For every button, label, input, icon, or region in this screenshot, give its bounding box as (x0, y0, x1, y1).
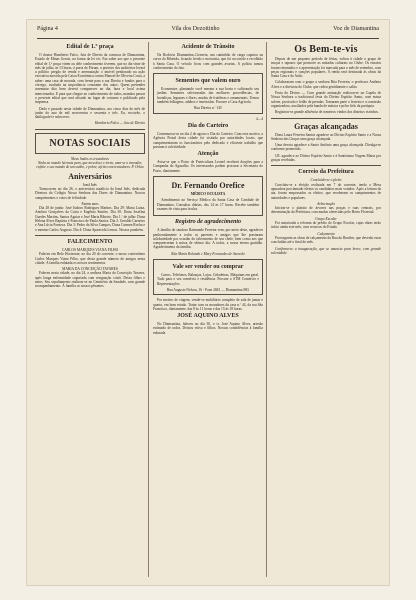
sale-ad (153, 259, 263, 295)
bemtevis-body: Depois de um pequeno período de férias, voltou à cidade o grupo de moças e rapazes que promove as noitadas culturais no Clube. Os ensaios foram retomados e a apresentação foi marcada para o mês de setembro, com peças regionais e canções populares. A renda será destinada às obras da Santa Casa e do Asilo. (271, 57, 381, 79)
header-center: Vila dos Dezoitinho (171, 26, 220, 32)
edital-title: Edital de 1.º praça (66, 44, 114, 50)
accident-body: Na Rodovia Diamantina–Gouveia, um caminhão de carga capotou na curva do Ribeirão, ficando ferido o motorista, que foi socorrido e recolhido à Santa Casa. O veículo ficou com grandes avarias. A polícia tomou conhecimento do fato. (153, 53, 263, 70)
fazem-anos-title: Fazem anos (81, 201, 99, 206)
doctor-body: Atendimento no Serviço Médico da Santa Casa de Caridade de Diamantina, Consultas diárias, das 14 às 17 horas. Recebe também exames de vista para óculos. (157, 198, 259, 211)
obituary-title: FALECIMENTO (67, 238, 113, 245)
trees-body: Iniciou-se o plantio de árvores nas praças e ruas centrais, por determinação da Prefeitura, com mudas oferecidas pelo Horto Florestal. (271, 206, 381, 215)
trees-subtitle: Arborização (317, 201, 335, 206)
festa-body-2: Registrou-se grande afluência de romeiros vindos dos distritos vizinhos. (275, 110, 379, 115)
divider (35, 129, 145, 130)
notice-body: Por motivo de viagem, vende-se mobiliário completo de sala de jantar e quarto, em bom estado. Tratar com os moradores da casa n.º 44, da rua São Francisco, diariamente, das 8 às 11 horas e das 15 às 18 horas. (153, 298, 263, 311)
poem: Nada no mundo há mais puro, que meu doce e terno, ama-se o travador, enfeite o seu mundo de um sonho, e pobre, afeito com travadores. P. Orlao (36, 161, 144, 170)
school-subtitle: Grupo Escolar (315, 216, 337, 221)
obituary-title-2: JOSÉ AQUINO ALVES (177, 313, 239, 320)
column-divider (148, 42, 149, 577)
thanks-signature: Rita Maria Rolando e Mary Fernandes de Azevedo (171, 251, 245, 256)
birthday-body: Transcorreu no dia 26, o aniversário natalício da Irmã Inês, dedicada Diretora do Colégio Nossa Senhora das Dores de Diamantina. Nossos cumprimentos e votos de felicidade. (35, 186, 145, 200)
divider (271, 118, 381, 119)
festa-body: Festa do Divino — Com grande animação realizou-se na Capela de Nossa Senhora a tradicional festa do Divino Espírito Santo, com missa solene, procissão e leilão de prendas. Tomaram parte o festeiro e a comissão organizadora, auxiliados pela banda de música e pelos fiéis da paróquia. (271, 91, 381, 108)
obituary-name-1: CARLOS MARQUES VIANA FILHO (61, 247, 119, 252)
edital-body-2: Dado e passado nesta cidade de Diamantina, aos cinco dias do mês de junho do ano de mil novecentos e sessenta e três. Eu, escrivão, o datilografei e subscrevo. (35, 106, 145, 120)
seeds-address: Rua Direita n.º 145 (194, 106, 222, 111)
postman-body: Comemorou-se no dia 2 de agosto o Dia do Carteiro. Com esse motivo, a Agência Postal desta cidade foi visitada por autoridades locais, que cumprimentaram os funcionários pelo dedicado e eficiente trabalho que prestam à coletividade. (153, 131, 263, 149)
attention-body: Avisa-se que o Posto de Puericultura Leonel receberá doações para a Campanha do Agasalho. Os interessados podem procurar a Secretaria do Posto, diariamente. (153, 160, 263, 173)
column-2 (153, 42, 263, 337)
poem-title: Meus lindos os travadores (71, 156, 109, 161)
seeds-title: Sementes que valem ouro (175, 78, 241, 85)
city-hall-title: Correio da Prefeitura (298, 169, 354, 176)
thanks-title: Registro de agradecimento (175, 219, 241, 226)
obituary-body-3: No Diamantina, faleceu no dia 30, o sr. José Aquino Alves, artesão estimado de todos. Deixou viúva e filhos. Nossas condolências à família enlutada. (153, 322, 263, 335)
closing-note: Confirma-se a inauguração, que se anuncia para breve, com grande solenidade. (271, 246, 381, 255)
doctor-name: Dr. Fernando Orefice (171, 181, 245, 191)
paving-body: Prosseguem as obras de calçamento da Rua do Bonfim, que deverão estar concluídas até o final do mês. (271, 235, 381, 245)
column-3 (271, 42, 381, 257)
page-number: Página 4 (37, 26, 58, 32)
divider (271, 165, 381, 166)
newspaper-page (27, 20, 389, 585)
obituary-body-2: Faleceu nesta cidade, no dia 24, a senhora Maria da Conceição Tavares, após longa enfermidade suportada com resignação cristã. Deixa filhos e netos. Seu sepultamento realizou-se no Cemitério da Saudade, com grande acompanhamento. À família os nossos pêsames. (35, 271, 145, 289)
ad-number: 4—4 (255, 116, 263, 121)
election-body: Concluiu-se a eleição realizada em 7 do corrente, tendo a Mesa apuradora proclamado eleitos os candidatos mais votados. Após a leitura da ata, foram empossados os eleitos, que receberam os cumprimentos de autoridades e populares. (271, 182, 381, 200)
header-title: Voz de Diamantina (333, 26, 379, 32)
paving-subtitle: Calçamento (317, 231, 335, 236)
attention-title: Atenção (197, 151, 219, 158)
obituary-name-2: MARIA DA CONCEIÇÃO TAVARES (62, 267, 118, 272)
doctor-ad (153, 176, 263, 216)
doctor-specialty: MÉDICO OCULISTA (190, 192, 226, 197)
birthday-subtitle: Irmã Inês (83, 182, 97, 187)
column-1 (35, 42, 145, 291)
graces-title: Graças alcançadas (294, 121, 358, 131)
graces-body-1: Dona Laura Ferreira Santos agradece ao Divino Espírito Santo e a Nossa Senhora das Graças uma graça alcançada. (271, 132, 381, 141)
thanks-body: A família do saudoso Raimundo Ferreira vem, por meio deste, agradecer penhoradamente a todos os parentes e amigos que lhe prestaram solidariedade por ocasião do falecimento de seu chefe, bem como aos que compareceram à missa de sétimo dia. A todos, a nossa eterna gratidão. Agradecimento da família. (153, 228, 263, 250)
seeds-body: Economize, plantando você mesmo a sua horta e cultivando seu jardim. Sementes selecionadas das melhores procedências, de hortaliças, legumes e flores, mudas de frutíferas e ornamentais. Temos também folhagens, adubos e inseticidas. Procure a Casa Agrícola. (157, 87, 259, 105)
obituary-body-1: Faleceu em Belo Horizonte, no dia 20 do corrente, o nosso conterrâneo Carlos Marques Viana Filho, que deixa grande número de amigos nesta cidade. A família enlutada os nossos sentimentos. (35, 252, 145, 265)
social-notes-title: NOTAS SOCIAIS (49, 137, 131, 149)
bemtevis-body-2: Colaboraram com o grupo a senhora Rita Ferreira, o professor Antônio Alves e a diretoria do Clube, que cedeu gentilmente o salão. (271, 80, 381, 89)
social-notes-box (35, 133, 145, 154)
divider (35, 235, 145, 236)
election-subtitle: Concluído-se o pleito (310, 178, 342, 183)
graces-body-2: Uma devota agradece a Santo Antônio uma graça alcançada. Divulga-se conforme prometido. (271, 143, 381, 152)
sale-title: Vale ser vender ou comprar (172, 264, 244, 271)
column-divider (266, 42, 267, 577)
sale-address: Rua Augusto Nelson, 16 - Fone 2681 — Diamantina MG (166, 287, 250, 292)
fazem-anos-body: Dia 28 de junho: José Isidoro Rodrigues Martins. Dia 29: Maria Luiza, Antônio Gonçalves da Costa e Eugênio Simões. Dia 30: Dona Josefina Guedes Martins, Santos Aguiar e José Maria Ribeiro. Dia 1.º de julho: Dona Helena Alves Baptista e Francisco de Paula Santos. Dia 2: Geraldo Carneiro e Ana Lúcia Fonseca. Dia 3: Pedro da Silva Campos, Dona Carmen Rocha e o menino Carlos Augusto. Dia 4: Dona Aparecida Lemos. Nossos parabéns. (35, 206, 145, 232)
edital-body: O doutor Humberto Falco, Juiz de Direito da comarca de Diamantina, Estado de Minas Gerais, na forma da lei etc. Faz saber aos que o presente edital de 1.ª praça virem ou dele conhecimento tiverem, que no dia vinte de mês de julho, às 13 horas, à porta do Fórum, o porteiro dos auditórios levará a público pregão de venda e arrematação o imóvel penhorado na ação executiva movida pela Caixa Econômica contra Manoel de Oliveira Costa, a saber: uma casa de morada, com frente para a rua Direita e fundos para o córrego, avaliada na importância constante dos autos. Quem pretender arrematar dito bem deverá comparecer no dia, hora e local acima mencionados. E para que chegue ao conhecimento de todos, mandou passar o presente edital que será afixado no lugar de costume e publicado pela imprensa. (35, 53, 145, 105)
sale-body: Carros, Telefones, Balanças, Lojas, Geladeiras, Máquinas em geral. Tudo para o seu comércio e residência. Procure o STM Comércio e Representações. (157, 273, 259, 286)
bemtevis-title: Os Bem-te-vis (294, 44, 358, 55)
accident-title: Acidente de Trânsito (181, 44, 235, 50)
graces-body-3: J.R. agradece ao Divino Espírito Santo e à Santíssima Virgem Maria por graças recebidas. (271, 153, 381, 163)
postman-title: Dia do Carteiro (187, 122, 229, 129)
edital-signature: Humberto Falco — Juiz de Direito (94, 121, 145, 126)
school-body: Foi autorizada a reforma do prédio do Grupo Escolar, cujas obras terão início ainda este mês, com recursos do Estado. (271, 221, 381, 230)
birthdays-title: Aniversários (68, 171, 112, 181)
page-header (37, 26, 379, 39)
seeds-ad (153, 73, 263, 113)
